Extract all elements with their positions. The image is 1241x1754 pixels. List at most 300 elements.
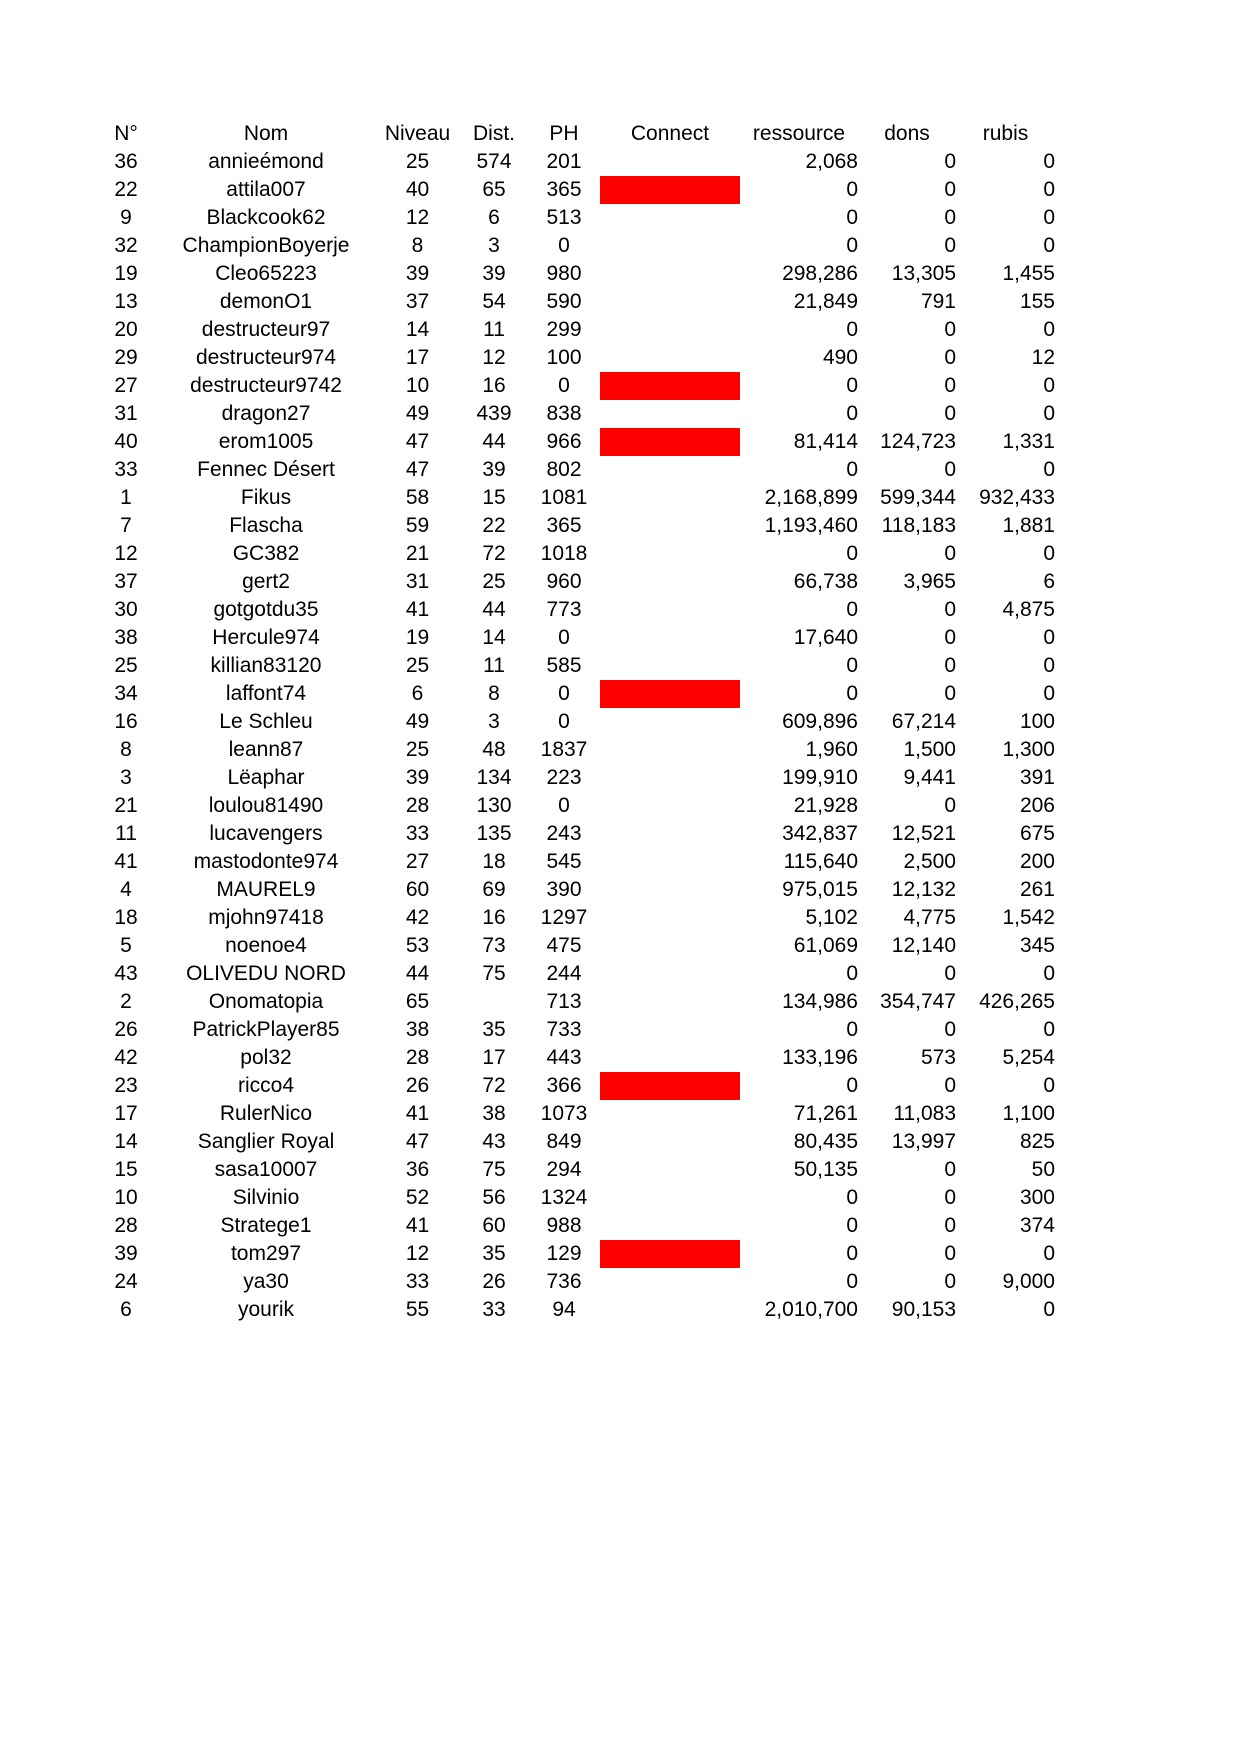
cell-ph: 733 xyxy=(546,1018,582,1041)
cell-connect xyxy=(600,1100,740,1128)
connect-empty xyxy=(600,512,740,540)
cell-niveau: 41 xyxy=(405,598,430,621)
cell-connect xyxy=(600,988,740,1016)
cell-num: 29 xyxy=(114,346,138,369)
cell-ressource: 975,015 xyxy=(782,878,858,901)
cell-dons: 12,140 xyxy=(891,934,956,957)
cell-num: 12 xyxy=(114,542,138,565)
cell-ph: 294 xyxy=(546,1158,582,1181)
cell-dons: 13,305 xyxy=(891,262,956,285)
column-header-nom: Nom xyxy=(243,122,289,145)
column-header-dons: dons xyxy=(884,122,930,145)
cell-rubis: 1,331 xyxy=(1002,430,1055,453)
cell-dist: 11 xyxy=(483,654,505,677)
cell-dist: 35 xyxy=(482,1018,506,1041)
connect-empty xyxy=(600,316,740,344)
cell-dist: 56 xyxy=(482,1186,506,1209)
table-row[interactable] xyxy=(95,288,1055,316)
cell-dist: 73 xyxy=(482,934,506,957)
cell-ph: 0 xyxy=(558,234,570,257)
table-row[interactable] xyxy=(95,876,1055,904)
cell-dist: 439 xyxy=(476,402,512,425)
cell-nom: Silvinio xyxy=(232,1186,300,1209)
cell-niveau: 12 xyxy=(405,1242,430,1265)
cell-num: 41 xyxy=(114,850,138,873)
cell-niveau: 58 xyxy=(405,486,430,509)
cell-ph: 966 xyxy=(546,430,582,453)
cell-ph: 475 xyxy=(546,934,582,957)
cell-dons: 354,747 xyxy=(880,990,956,1013)
cell-rubis: 1,881 xyxy=(1002,514,1055,537)
cell-connect xyxy=(600,1268,740,1296)
cell-ph: 223 xyxy=(546,766,582,789)
cell-dist: 48 xyxy=(482,738,506,761)
cell-ph: 244 xyxy=(546,962,582,985)
table-row[interactable] xyxy=(95,820,1055,848)
table-row[interactable] xyxy=(95,344,1055,372)
cell-rubis: 4,875 xyxy=(1002,598,1055,621)
cell-ph: 100 xyxy=(546,346,582,369)
cell-niveau: 65 xyxy=(405,990,430,1013)
cell-dons: 0 xyxy=(944,654,956,677)
cell-connect xyxy=(600,736,740,764)
cell-ph: 201 xyxy=(546,150,582,173)
cell-num: 23 xyxy=(114,1074,138,1097)
cell-dons: 67,214 xyxy=(891,710,956,733)
cell-ph: 773 xyxy=(546,598,582,621)
table-row[interactable] xyxy=(95,1296,1055,1324)
table-row[interactable] xyxy=(95,540,1055,568)
cell-nom: Stratege1 xyxy=(220,1214,312,1237)
cell-ressource: 0 xyxy=(846,178,858,201)
cell-ressource: 342,837 xyxy=(782,822,858,845)
cell-niveau: 8 xyxy=(411,234,424,257)
cell-num: 5 xyxy=(120,934,132,957)
cell-ressource: 0 xyxy=(846,654,858,677)
cell-nom: tom297 xyxy=(230,1242,302,1265)
connect-empty xyxy=(600,1044,740,1072)
cell-nom: Flascha xyxy=(229,514,303,537)
cell-ressource: 0 xyxy=(846,1018,858,1041)
cell-ressource: 0 xyxy=(846,234,858,257)
cell-ressource: 609,896 xyxy=(782,710,858,733)
cell-niveau: 59 xyxy=(405,514,430,537)
cell-ressource: 0 xyxy=(846,1214,858,1237)
cell-num: 3 xyxy=(120,766,132,789)
cell-ph: 960 xyxy=(546,570,582,593)
table-row[interactable] xyxy=(95,1044,1055,1072)
cell-dist: 26 xyxy=(482,1270,506,1293)
cell-dist: 135 xyxy=(476,822,512,845)
cell-rubis: 6 xyxy=(1043,570,1055,593)
cell-connect xyxy=(600,1240,740,1268)
cell-rubis: 300 xyxy=(1019,1186,1055,1209)
cell-ressource: 2,068 xyxy=(805,150,858,173)
cell-connect xyxy=(600,288,740,316)
table-row[interactable] xyxy=(95,1184,1055,1212)
cell-dons: 0 xyxy=(944,318,956,341)
cell-dist xyxy=(460,988,528,1016)
table-row[interactable] xyxy=(95,1016,1055,1044)
cell-num: 8 xyxy=(120,738,132,761)
cell-niveau: 49 xyxy=(405,402,430,425)
cell-nom: PatrickPlayer85 xyxy=(192,1018,340,1041)
cell-niveau: 25 xyxy=(405,150,430,173)
cell-dons: 3,965 xyxy=(903,570,956,593)
cell-niveau: 26 xyxy=(405,1074,430,1097)
cell-nom: Blackcook62 xyxy=(206,206,326,229)
connect-empty xyxy=(600,1296,740,1324)
table-row[interactable] xyxy=(95,568,1055,596)
cell-num: 16 xyxy=(114,710,138,733)
cell-rubis: 932,433 xyxy=(979,486,1055,509)
cell-niveau: 21 xyxy=(405,542,430,565)
cell-ressource: 1,960 xyxy=(805,738,858,761)
cell-dist: 8 xyxy=(488,682,500,705)
cell-ressource: 0 xyxy=(846,542,858,565)
cell-ressource: 1,193,460 xyxy=(764,514,858,537)
cell-niveau: 40 xyxy=(405,178,430,201)
cell-connect xyxy=(600,876,740,904)
cell-ph: 1018 xyxy=(540,542,588,565)
cell-num: 33 xyxy=(114,458,138,481)
table-row[interactable] xyxy=(95,372,1055,400)
column-header-ressource: ressource xyxy=(752,122,846,145)
cell-dons: 90,153 xyxy=(891,1298,956,1321)
cell-ph: 365 xyxy=(546,178,582,201)
table-row[interactable] xyxy=(95,904,1055,932)
cell-num: 20 xyxy=(114,318,138,341)
cell-num: 25 xyxy=(114,654,138,677)
connect-empty xyxy=(600,904,740,932)
cell-niveau: 25 xyxy=(405,738,430,761)
cell-nom: RulerNico xyxy=(219,1102,313,1125)
table-row[interactable] xyxy=(95,764,1055,792)
table-row[interactable] xyxy=(95,148,1055,176)
cell-rubis: 261 xyxy=(1019,878,1055,901)
table-row[interactable] xyxy=(95,176,1055,204)
cell-rubis: 1,542 xyxy=(1002,906,1055,929)
cell-niveau: 10 xyxy=(405,374,430,397)
cell-dist: 3 xyxy=(488,710,500,733)
cell-dons: 4,775 xyxy=(903,906,956,929)
cell-ph: 980 xyxy=(546,262,582,285)
cell-dist: 574 xyxy=(476,150,512,173)
cell-dons: 0 xyxy=(944,1270,956,1293)
cell-connect xyxy=(600,624,740,652)
cell-rubis: 206 xyxy=(1019,794,1055,817)
table-row[interactable] xyxy=(95,484,1055,512)
cell-dons: 9,441 xyxy=(903,766,956,789)
table-row[interactable] xyxy=(95,932,1055,960)
table-row[interactable] xyxy=(95,596,1055,624)
cell-nom: destructeur9742 xyxy=(190,374,342,397)
table-row[interactable] xyxy=(95,792,1055,820)
table-row[interactable] xyxy=(95,652,1055,680)
cell-connect xyxy=(600,512,740,540)
table-row[interactable] xyxy=(95,316,1055,344)
cell-niveau: 41 xyxy=(405,1214,430,1237)
cell-dist: 25 xyxy=(482,570,506,593)
cell-dons: 573 xyxy=(920,1046,956,1069)
cell-ressource: 0 xyxy=(846,682,858,705)
cell-rubis: 0 xyxy=(1043,150,1055,173)
cell-dist: 3 xyxy=(488,234,500,257)
cell-connect xyxy=(600,316,740,344)
connect-empty xyxy=(600,708,740,736)
connect-empty xyxy=(600,260,740,288)
cell-ph: 545 xyxy=(546,850,582,873)
cell-ressource: 490 xyxy=(822,346,858,369)
cell-rubis: 345 xyxy=(1019,934,1055,957)
cell-dons: 0 xyxy=(944,794,956,817)
cell-ph: 838 xyxy=(546,402,582,425)
table-row[interactable] xyxy=(95,1156,1055,1184)
cell-ph: 129 xyxy=(546,1242,582,1265)
cell-niveau: 36 xyxy=(405,1158,430,1181)
cell-connect xyxy=(600,568,740,596)
cell-ressource: 17,640 xyxy=(793,626,858,649)
table-row[interactable] xyxy=(95,736,1055,764)
table-row[interactable] xyxy=(95,1128,1055,1156)
table-row[interactable] xyxy=(95,512,1055,540)
cell-ressource: 298,286 xyxy=(782,262,858,285)
cell-nom: killian83120 xyxy=(210,654,322,677)
cell-connect xyxy=(600,764,740,792)
cell-num: 6 xyxy=(120,1298,132,1321)
cell-dist: 18 xyxy=(482,850,506,873)
cell-ph: 1837 xyxy=(540,738,588,761)
table-row[interactable] xyxy=(95,708,1055,736)
cell-nom: Fennec Désert xyxy=(197,458,335,481)
cell-connect xyxy=(600,1016,740,1044)
connect-flag-marker xyxy=(600,176,740,204)
column-header-dist: Dist. xyxy=(473,122,515,145)
cell-niveau: 60 xyxy=(405,878,430,901)
cell-dist: 35 xyxy=(482,1242,506,1265)
cell-ressource: 134,986 xyxy=(782,990,858,1013)
table-row[interactable] xyxy=(95,988,1055,1016)
connect-empty xyxy=(600,820,740,848)
cell-nom: demonO1 xyxy=(219,290,313,313)
connect-empty xyxy=(600,848,740,876)
cell-dist: 38 xyxy=(482,1102,506,1125)
connect-empty xyxy=(600,288,740,316)
connect-empty xyxy=(600,624,740,652)
cell-nom: lucavengers xyxy=(209,822,323,845)
cell-ressource: 80,435 xyxy=(793,1130,858,1153)
cell-rubis: 1,455 xyxy=(1002,262,1055,285)
cell-rubis: 200 xyxy=(1019,850,1055,873)
connect-empty xyxy=(600,1184,740,1212)
cell-niveau: 12 xyxy=(405,206,430,229)
table-row[interactable] xyxy=(95,260,1055,288)
cell-dons: 0 xyxy=(944,1242,956,1265)
cell-niveau: 27 xyxy=(405,850,430,873)
table-row[interactable] xyxy=(95,232,1055,260)
cell-rubis: 1,100 xyxy=(1002,1102,1055,1125)
table-row[interactable] xyxy=(95,960,1055,988)
connect-empty xyxy=(600,1128,740,1156)
cell-ph: 390 xyxy=(546,878,582,901)
cell-niveau: 53 xyxy=(405,934,430,957)
cell-niveau: 25 xyxy=(405,654,430,677)
cell-dons: 0 xyxy=(944,346,956,369)
cell-rubis: 0 xyxy=(1043,1018,1055,1041)
table-row[interactable] xyxy=(95,400,1055,428)
cell-ressource: 0 xyxy=(846,1270,858,1293)
cell-dist: 75 xyxy=(482,1158,506,1181)
cell-ph: 585 xyxy=(546,654,582,677)
cell-nom: GC382 xyxy=(232,542,300,565)
connect-empty xyxy=(600,344,740,372)
cell-rubis: 0 xyxy=(1043,1074,1055,1097)
connect-empty xyxy=(600,988,740,1016)
cell-rubis: 391 xyxy=(1019,766,1055,789)
cell-rubis: 0 xyxy=(1043,374,1055,397)
cell-ph: 0 xyxy=(558,794,570,817)
connect-empty xyxy=(600,1156,740,1184)
cell-ressource: 0 xyxy=(846,402,858,425)
cell-ph: 1324 xyxy=(540,1186,588,1209)
cell-dist: 43 xyxy=(482,1130,506,1153)
table-row[interactable] xyxy=(95,428,1055,456)
cell-niveau: 52 xyxy=(405,1186,430,1209)
cell-rubis: 0 xyxy=(1043,1242,1055,1265)
cell-rubis: 825 xyxy=(1019,1130,1055,1153)
cell-num: 10 xyxy=(114,1186,138,1209)
cell-niveau: 37 xyxy=(405,290,430,313)
cell-dons: 124,723 xyxy=(880,430,956,453)
cell-rubis: 374 xyxy=(1019,1214,1055,1237)
cell-ph: 0 xyxy=(558,710,570,733)
cell-dons: 118,183 xyxy=(881,514,956,537)
cell-rubis: 0 xyxy=(1043,654,1055,677)
cell-ressource: 21,849 xyxy=(793,290,858,313)
table-row[interactable] xyxy=(95,1212,1055,1240)
connect-empty xyxy=(600,876,740,904)
cell-connect xyxy=(600,344,740,372)
cell-nom: yourik xyxy=(237,1298,295,1321)
table-row[interactable] xyxy=(95,204,1055,232)
cell-dist: 130 xyxy=(476,794,512,817)
table-body xyxy=(95,148,1055,1324)
cell-nom: gert2 xyxy=(242,570,290,593)
cell-num: 14 xyxy=(114,1130,138,1153)
table-row[interactable] xyxy=(95,680,1055,708)
connect-flag-marker xyxy=(600,1072,740,1100)
cell-ressource: 0 xyxy=(846,318,858,341)
cell-dist: 134 xyxy=(476,766,512,789)
table-row[interactable] xyxy=(95,624,1055,652)
cell-dons: 13,997 xyxy=(891,1130,956,1153)
cell-dons: 0 xyxy=(944,1214,956,1237)
cell-dons: 0 xyxy=(944,1074,956,1097)
cell-ressource: 61,069 xyxy=(793,934,858,957)
cell-num: 34 xyxy=(114,682,138,705)
cell-rubis: 0 xyxy=(1043,402,1055,425)
cell-ressource: 115,640 xyxy=(783,850,858,873)
cell-connect xyxy=(600,932,740,960)
cell-niveau: 31 xyxy=(405,570,430,593)
cell-dist: 69 xyxy=(482,878,506,901)
cell-ressource: 21,928 xyxy=(793,794,858,817)
cell-dist: 12 xyxy=(482,346,506,369)
cell-num: 32 xyxy=(114,234,138,257)
cell-nom: erom1005 xyxy=(218,430,314,453)
cell-connect xyxy=(600,1156,740,1184)
cell-nom: Le Schleu xyxy=(219,710,313,733)
column-header-ph: PH xyxy=(549,122,579,145)
cell-ph: 590 xyxy=(546,290,582,313)
table-header xyxy=(95,120,1055,148)
table-row[interactable] xyxy=(95,1072,1055,1100)
cell-nom: Lëaphar xyxy=(227,766,305,789)
cell-ph: 365 xyxy=(546,514,582,537)
connect-flag-marker xyxy=(600,372,740,400)
cell-dons: 0 xyxy=(944,1018,956,1041)
cell-dons: 0 xyxy=(944,626,956,649)
table-row[interactable] xyxy=(95,456,1055,484)
cell-dons: 11,083 xyxy=(893,1102,956,1125)
cell-dons: 599,344 xyxy=(880,486,956,509)
cell-dons: 0 xyxy=(944,458,956,481)
cell-dons: 791 xyxy=(920,290,956,313)
cell-ressource: 71,261 xyxy=(793,1102,858,1125)
cell-dist: 65 xyxy=(482,178,506,201)
cell-ressource: 0 xyxy=(846,1186,858,1209)
table-row[interactable] xyxy=(95,1268,1055,1296)
cell-connect xyxy=(600,400,740,428)
cell-dons: 0 xyxy=(944,1186,956,1209)
cell-niveau: 14 xyxy=(405,318,430,341)
cell-nom: annieémond xyxy=(208,150,324,173)
cell-dons: 0 xyxy=(944,1158,956,1181)
cell-connect xyxy=(600,1212,740,1240)
cell-nom: dragon27 xyxy=(221,402,311,425)
cell-dons: 0 xyxy=(944,234,956,257)
cell-num: 11 xyxy=(115,822,137,845)
cell-connect xyxy=(600,848,740,876)
table-row[interactable] xyxy=(95,848,1055,876)
cell-connect xyxy=(600,960,740,988)
cell-num: 31 xyxy=(114,402,138,425)
cell-nom: Fikus xyxy=(240,486,292,509)
connect-empty xyxy=(600,540,740,568)
cell-ressource: 0 xyxy=(846,374,858,397)
cell-ph: 713 xyxy=(546,990,582,1013)
cell-connect xyxy=(600,148,740,176)
cell-ph: 1297 xyxy=(540,906,588,929)
cell-dons: 0 xyxy=(944,682,956,705)
column-header-niveau: Niveau xyxy=(384,122,451,145)
cell-rubis: 0 xyxy=(1043,962,1055,985)
cell-nom: attila007 xyxy=(226,178,306,201)
cell-niveau: 42 xyxy=(405,906,430,929)
cell-nom: MAUREL9 xyxy=(216,878,316,901)
table-row[interactable] xyxy=(95,1240,1055,1268)
cell-ph: 94 xyxy=(552,1298,576,1321)
cell-ph: 299 xyxy=(546,318,582,341)
cell-num: 27 xyxy=(114,374,138,397)
cell-ph: 0 xyxy=(558,374,570,397)
table-row[interactable] xyxy=(95,1100,1055,1128)
cell-dist: 39 xyxy=(482,262,506,285)
column-header-connect: Connect xyxy=(630,122,710,145)
cell-rubis: 50 xyxy=(1031,1158,1055,1181)
cell-ph: 1081 xyxy=(540,486,588,509)
cell-rubis: 675 xyxy=(1019,822,1055,845)
